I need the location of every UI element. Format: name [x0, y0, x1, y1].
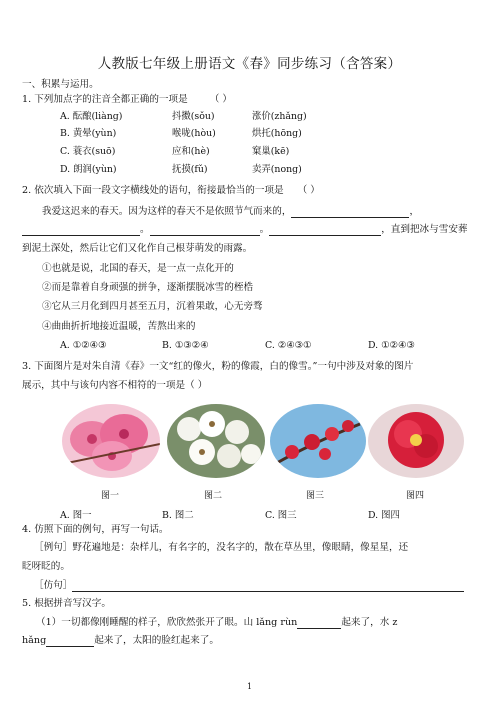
q2-blank-2[interactable]	[22, 225, 140, 236]
caption-figure-1: 图一	[100, 491, 119, 501]
white-flower-illustration	[167, 404, 265, 478]
q1-a-2: 抖擞(sǒu)	[172, 111, 215, 122]
q2-paragraph-2: 。 。 ，直到把冰与雪安葬	[22, 223, 468, 236]
q4-stem: 4. 仿照下面的例句，再写一句话。	[22, 524, 169, 535]
q1-c-2: 应和(hè)	[172, 146, 210, 157]
q1-b-3: 烘托(hōng)	[252, 128, 302, 139]
red-flower-illustration	[368, 404, 464, 478]
q3-option-a: A. 图一	[60, 510, 92, 521]
q2-blank-4[interactable]	[269, 225, 381, 236]
q2-item-2: ②而是靠着自身顽强的拼争，逐渐摆脱冰雪的桎梏	[42, 282, 254, 293]
q1-b-2: 喉咙(hòu)	[172, 128, 216, 139]
caption-figure-3: 图三	[305, 491, 324, 501]
q1-d-1: D. 朗润(yùn)	[60, 164, 117, 175]
q3-stem-line-2: 展示，其中与该句内容不相符的一项是（ ）	[22, 380, 208, 391]
q5-blank-2[interactable]	[46, 636, 94, 647]
q2-item-4: ④曲曲折折地接近温暖，苦熬出来的	[42, 321, 196, 332]
q2-blank-3[interactable]	[150, 225, 260, 236]
q3-option-d: D. 图四	[368, 510, 400, 521]
q3-option-b: B. 图二	[162, 510, 194, 521]
q2-option-a: A. ①②④③	[60, 340, 107, 351]
q5-line-1: （1）一切都像刚睡醒的样子，欣欣然张开了眼。山 lǎng rùn 起来了，水 z	[36, 617, 398, 628]
pear-blossom-image	[167, 404, 265, 478]
q2-item-1: ①也就是说，北国的春天，是一点一点化开的	[42, 263, 234, 274]
q1-a-1: A. 酝酿(liàng)	[60, 111, 123, 122]
red-flower-blue-sky-illustration	[270, 404, 366, 478]
q1-d-3: 卖弄(nong)	[252, 164, 302, 175]
caption-figure-2: 图二	[203, 491, 222, 501]
q3-option-c: C. 图三	[265, 510, 297, 521]
q5-stem: 5. 根据拼音写汉字。	[22, 598, 111, 609]
q3-stem-line-1: 3. 下面图片是对朱自清《春》一文“红的像火，粉的像霞，白的像雪。”一句中涉及对象的图片	[22, 361, 414, 372]
pink-flower-illustration	[62, 404, 160, 478]
q5-line-2: hǎng 起来了，太阳的脸红起来了。	[22, 635, 219, 646]
q2-blank-1[interactable]	[291, 207, 409, 218]
q1-a-3: 涨价(zhǎng)	[252, 111, 307, 122]
page-number: 1	[246, 682, 253, 691]
q2-option-b: B. ①③②④	[162, 340, 209, 351]
q1-b-1: B. 黄晕(yùn)	[60, 128, 117, 139]
red-blossom-image	[368, 404, 464, 478]
q4-imitate-line: ［仿句］	[34, 579, 464, 592]
page-title: 人教版七年级上册语文《春》同步练习（含答案）	[97, 56, 402, 72]
q2-item-3: ③它从三月化到四月甚至五月，沉着果敢，心无旁骛	[42, 301, 263, 312]
plum-blossom-image	[270, 404, 366, 478]
q4-example-line-1: ［例句］野花遍地是：杂样儿，有名字的，没名字的，散在草丛里，像眼睛，像星星，还	[34, 542, 409, 553]
q1-stem: 1. 下列加点字的注音全都正确的一项是 （ ）	[22, 94, 232, 105]
q2-option-d: D. ①②④③	[368, 340, 415, 351]
peach-blossom-image	[62, 404, 160, 478]
q1-c-3: 窠巢(kē)	[252, 146, 290, 157]
section-heading: 一、积累与运用。	[22, 79, 99, 90]
q1-c-1: C. 蓑衣(suō)	[60, 146, 116, 157]
q4-answer-blank[interactable]	[72, 581, 464, 592]
q2-paragraph-3: 到泥土深处，然后让它们又化作自己根芽萌发的雨露。	[22, 243, 253, 254]
q2-stem: 2. 依次填入下面一段文字横线处的语句，衔接最恰当的一项是 （ ）	[22, 185, 320, 196]
q4-example-line-2: 眨呀眨的。	[22, 561, 70, 572]
q1-d-2: 抚摸(fǔ)	[172, 164, 208, 175]
q5-blank-1[interactable]	[297, 618, 341, 629]
q2-option-c: C. ②④③①	[265, 340, 312, 351]
q2-paragraph-1: 我爱这迟来的春天。因为这样的春天不是依照节气而来的， ，	[42, 206, 420, 217]
caption-figure-4: 图四	[405, 491, 424, 501]
